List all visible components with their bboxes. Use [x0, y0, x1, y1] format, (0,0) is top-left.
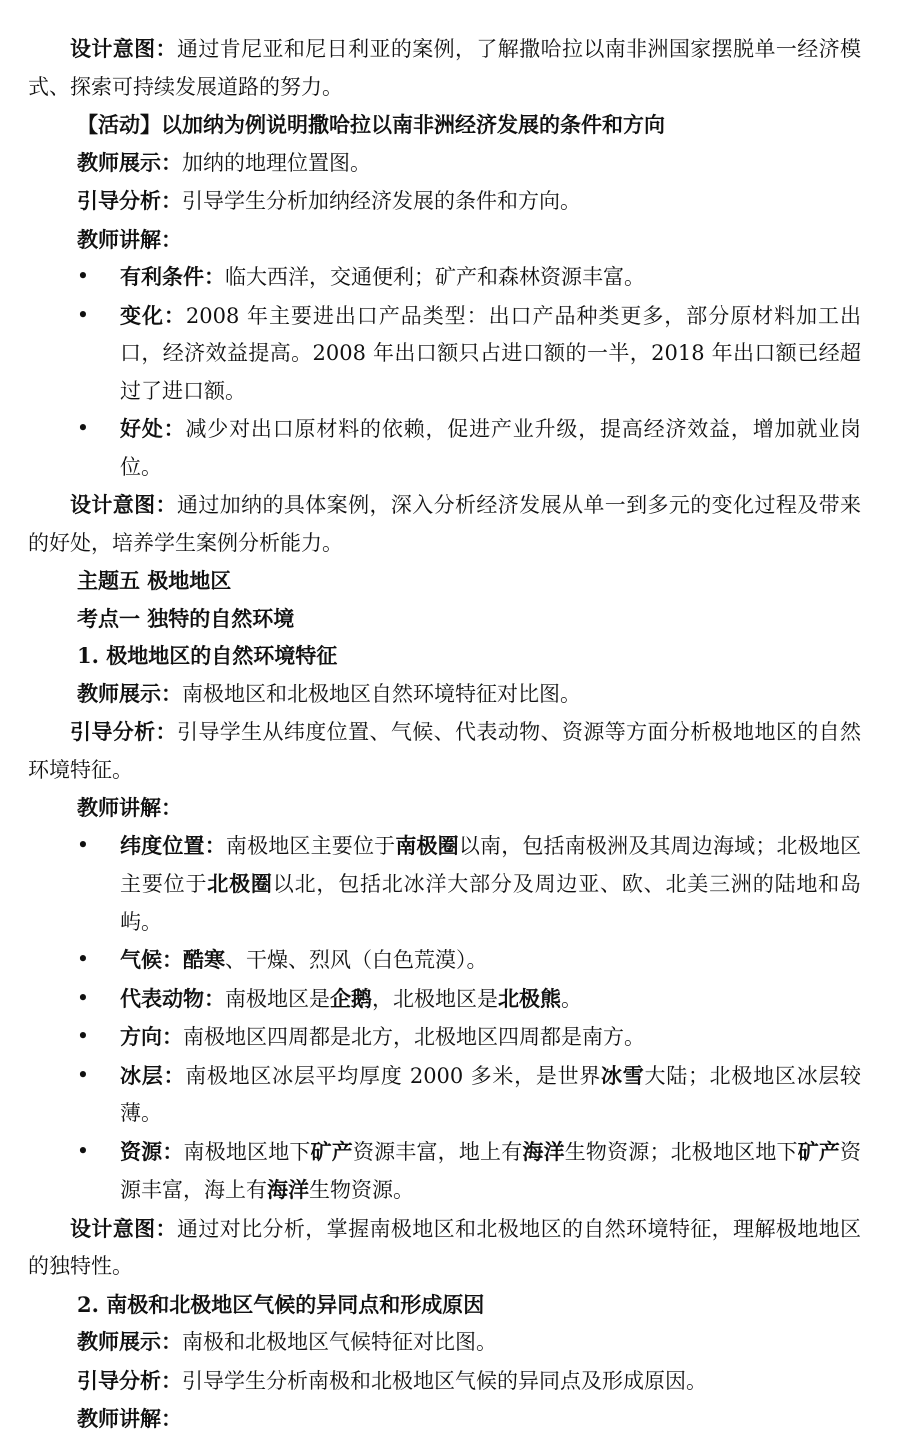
list-item — [76, 827, 862, 942]
list-item — [76, 941, 861, 980]
bullet-dot-icon: • — [76, 832, 90, 857]
design-intent-label: 设计意图： — [70, 36, 177, 61]
guide-analysis-label: 引导分析： — [70, 719, 177, 744]
bullet-text: 、干燥、烈风（白色荒漠）。 — [225, 948, 488, 972]
teacher-lecture-label: 教师讲解： — [77, 1406, 182, 1431]
bullet-text: 资源丰富，地上有 — [352, 1139, 523, 1164]
list-item — [76, 1133, 862, 1210]
design-intent-paragraph — [28, 486, 861, 562]
teacher-show-line — [77, 1323, 861, 1362]
bullet-text: 。 — [561, 986, 582, 1011]
bullet-text: 以南，包括南极洲及其周边海域；北极地区主要位于 — [120, 833, 862, 896]
bullet-text: ，北极地区是 — [372, 986, 498, 1011]
teacher-show-text: 南极和北极地区气候特征对比图。 — [182, 1330, 497, 1354]
guide-analysis-paragraph — [28, 713, 861, 789]
teacher-show-label: 教师展示： — [77, 149, 182, 175]
teacher-show-line — [77, 144, 861, 183]
teacher-show-line — [77, 675, 861, 714]
bullet-text: 临大西洋，交通便利；矿产和森林资源丰富。 — [225, 265, 645, 289]
bullet-label: 资源： — [120, 1138, 184, 1164]
teacher-lecture-label: 教师讲解： — [77, 795, 182, 820]
design-intent-text: 通过加纳的具体案例，深入分析经济发展从单一到多元的变化过程及带来的好处，培养学生案例分析能力。 — [28, 493, 862, 555]
polar-bullet-list — [28, 827, 861, 1210]
bullet-text: 资源丰富，海上有 — [120, 1139, 862, 1202]
bullet-bold-term: 南极圈 — [395, 832, 459, 858]
teacher-show-text: 加纳的地理位置图。 — [182, 150, 371, 175]
design-intent-paragraph — [28, 1210, 861, 1286]
section-1-title: 1. 极地地区的自然环境特征 — [77, 643, 338, 668]
bullet-bold-term: 海洋 — [522, 1138, 565, 1164]
bullet-label: 有利条件： — [120, 264, 225, 289]
activity-bullet-list — [28, 258, 861, 486]
bullet-label: 冰层： — [120, 1062, 186, 1088]
bullet-text: 生物资源；北极地区地下 — [564, 1139, 798, 1164]
bullet-dot-icon: • — [76, 416, 90, 440]
teacher-show-text: 南极地区和北极地区自然环境特征对比图。 — [182, 681, 581, 706]
design-intent-text: 通过肯尼亚和尼日利亚的案例，了解撒哈拉以南非洲国家摆脱单一经济模式、探索可持续发展道路的努力。 — [28, 37, 862, 99]
bullet-text: 减少对出口原材料的依赖，促进产业升级，提高经济效益，增加就业岗位。 — [120, 417, 862, 479]
design-intent-label: 设计意图： — [70, 492, 177, 517]
bullet-bold-term: 酷寒 — [183, 947, 225, 972]
theme-title: 主题五 极地地区 — [77, 568, 232, 593]
design-intent-paragraph — [28, 30, 861, 106]
bullet-bold-term: 矿产 — [310, 1138, 353, 1164]
bullet-dot-icon: • — [76, 985, 90, 1010]
list-item — [76, 297, 862, 411]
bullet-bold-term: 北极圈 — [207, 871, 273, 896]
teacher-show-label: 教师展示： — [77, 680, 182, 706]
bullet-dot-icon: • — [76, 264, 90, 288]
bullet-label: 方向： — [120, 1024, 183, 1049]
point-title: 考点一 独特的自然环境 — [77, 605, 295, 631]
list-item — [76, 410, 862, 486]
bullet-text: 南极地区四周都是北方，北极地区四周都是南方。 — [183, 1025, 645, 1049]
bullet-label: 气候： — [120, 947, 183, 972]
bullet-label: 变化： — [120, 302, 186, 328]
bullet-text: 大陆；北极地区冰层较薄。 — [120, 1063, 862, 1125]
guide-analysis-line — [77, 182, 861, 221]
bullet-dot-icon: • — [76, 947, 90, 971]
bullet-bold-term: 海洋 — [267, 1177, 309, 1202]
bullet-text: 南极地区地下 — [183, 1139, 311, 1164]
section-2-title: 2. 南极和北极地区气候的异同点和形成原因 — [77, 1291, 485, 1317]
bullet-text: 以北，包括北冰洋大部分及周边亚、欧、北美三洲的陆地和岛屿。 — [120, 872, 862, 934]
bullet-text: 2008 年主要进出口产品类型：出口产品种类更多，部分原材料加工出口，经济效益提高。2008 年出口额只占进口额的一半，2018 年出口额已经超过了进口额。 — [120, 303, 862, 403]
teacher-lecture-label: 教师讲解： — [77, 226, 182, 252]
bullet-label: 代表动物： — [120, 985, 225, 1011]
activity-title: 【活动】以加纳为例说明撒哈拉以南非洲经济发展的条件和方向 — [77, 112, 665, 137]
bullet-text: 南极地区是 — [225, 986, 330, 1011]
guide-analysis-label: 引导分析： — [77, 188, 182, 213]
list-item — [76, 258, 861, 297]
list-item — [76, 1057, 862, 1133]
bullet-bold-term: 矿产 — [797, 1138, 841, 1164]
guide-analysis-line — [77, 1362, 861, 1401]
teacher-show-label: 教师展示： — [77, 1329, 182, 1354]
guide-analysis-text: 引导学生分析加纳经济发展的条件和方向。 — [182, 189, 581, 213]
bullet-text: 生物资源。 — [309, 1178, 414, 1202]
bullet-dot-icon: • — [76, 302, 90, 327]
bullet-bold-term: 企鹅 — [330, 985, 372, 1011]
bullet-dot-icon: • — [76, 1024, 90, 1048]
design-intent-label: 设计意图： — [70, 1215, 177, 1241]
bullet-label: 纬度位置： — [120, 832, 226, 858]
guide-analysis-text: 引导学生从纬度位置、气候、代表动物、资源等方面分析极地地区的自然环境特征。 — [28, 720, 862, 782]
bullet-dot-icon: • — [76, 1062, 90, 1087]
bullet-text: 南极地区冰层平均厚度 2000 多米，是世界 — [185, 1063, 602, 1088]
design-intent-text: 通过对比分析，掌握南极地区和北极地区的自然环境特征，理解极地地区的独特性。 — [28, 1216, 862, 1278]
bullet-bold-term: 北极熊 — [498, 985, 561, 1011]
bullet-label: 好处： — [120, 416, 186, 441]
list-item — [76, 1018, 861, 1057]
guide-analysis-text: 引导学生分析南极和北极地区气候的异同点及形成原因。 — [182, 1368, 707, 1393]
list-item — [76, 980, 861, 1019]
bullet-bold-term: 冰雪 — [601, 1062, 645, 1088]
bullet-text: 南极地区主要位于 — [225, 833, 396, 858]
guide-analysis-label: 引导分析： — [77, 1367, 182, 1393]
bullet-dot-icon: • — [76, 1138, 90, 1163]
